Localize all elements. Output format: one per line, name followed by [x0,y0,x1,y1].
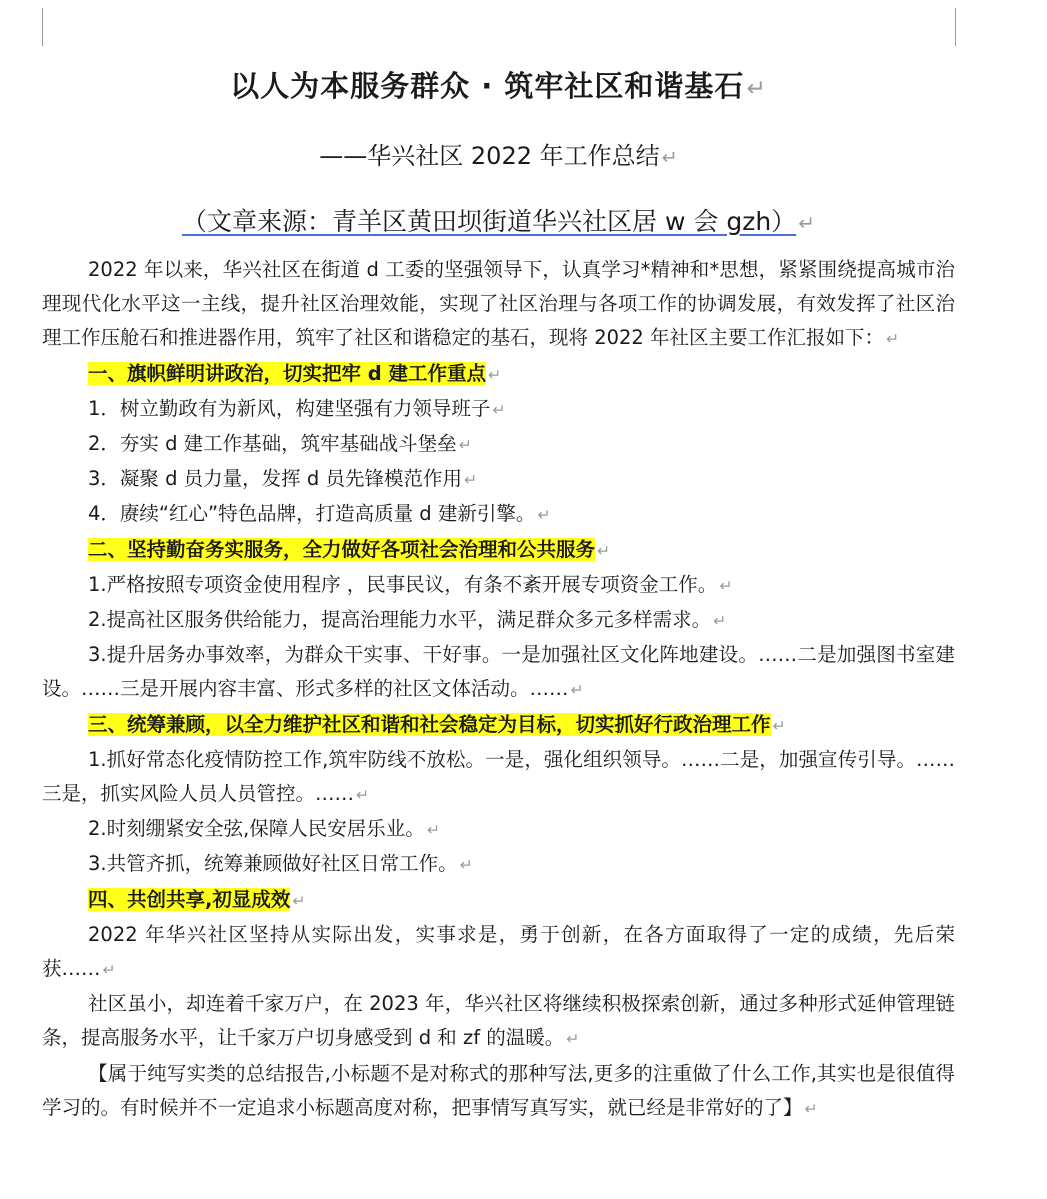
paragraph-mark: ↵ [661,146,678,169]
paragraph-mark: ↵ [102,961,116,980]
page-margin-mark-right [955,8,956,46]
paragraph-mark: ↵ [886,330,900,349]
paragraph-mark: ↵ [798,211,815,235]
paragraph-mark: ↵ [492,400,506,419]
section3-item: 3.共管齐抓，统筹兼顾做好社区日常工作。 ↵ [88,852,473,876]
document-body [42,253,955,1126]
closing-note: 【属于纯写实类的总结报告,小标题不是对称式的那种写法,更多的注重做了什么工作,其实也是很值得学习的。有时候并不一定追求小标题高度对称，把事情写真写实，就已经是非常好的了】 ↵ [42,1061,955,1119]
paragraph-mark: ↵ [804,1099,818,1118]
paragraph-mark: ↵ [566,1030,580,1049]
paragraph-mark: ↵ [772,716,786,735]
section-heading-3: 三、统筹兼顾，以全力维护社区和谐和社会稳定为目标，切实抓好行政治理工作 ↵ [88,712,786,736]
section1-item: 1．树立勤政有为新风，构建坚强有力领导班子 ↵ [88,396,506,420]
paragraph-mark: ↵ [570,681,584,700]
paragraph-mark: ↵ [463,471,478,490]
paragraph-mark: ↵ [356,786,370,805]
page-margin-mark-left [42,8,43,46]
section-heading-4: 四、共创共享,初显成效 ↵ [88,887,306,911]
section3-item: 1.抓好常态化疫情防控工作,筑牢防线不放松。一是，强化组织领导。……二是，加强宣传引导。……三是，抓实风险人员人员管控。…… ↵ [42,747,955,806]
section2-item: 1.严格按照专项资金使用程序 ，民事民议，有条不紊开展专项资金工作。 ↵ [88,572,733,596]
section4-paragraph: 社区虽小，却连着千家万户，在 2023 年，华兴社区将继续积极探索创新，通过多种形式延伸管理链条，提高服务水平，让千家万户切身感受到 d 和 zf 的温暖。 ↵ [42,992,955,1050]
section1-item: 4．赓续“红心”特色品牌，打造高质量 d 建新引擎。 ↵ [88,502,551,526]
document-title: 以人为本服务群众 · 筑牢社区和谐基石↵ [230,69,767,103]
section-heading-1: 一、旗帜鲜明讲政治，切实把牢 d 建工作重点 ↵ [88,361,502,385]
paragraph-mark: ↵ [537,506,551,525]
intro-paragraph: 2022 年以来，华兴社区在街道 d 工委的坚强领导下，认真学习*精神和*思想，紧紧围绕提高城市治理现代化水平这一主线，提升社区治理效能，实现了社区治理与各项工作的协调发展，有效发挥了社区治理工作压舱石和推进器作用，筑牢了社区和谐稳定的基石，现将 2022 年社区主要工作汇报如下： ↵ [42,258,955,350]
section3-item: 2.时刻绷紧安全弦,保障人民安居乐业。 ↵ [88,817,440,841]
paragraph-mark: ↵ [488,365,502,384]
section-heading-2: 二、坚持勤奋务实服务，全力做好各项社会治理和公共服务 ↵ [88,537,611,561]
section4-paragraph: 2022 年华兴社区坚持从实际出发，实事求是，勇于创新，在各方面取得了一定的成绩，先后荣获…… ↵ [42,922,955,981]
section1-item: 3．凝聚 d 员力量，发挥 d 员先锋模范作用 ↵ [88,467,478,491]
paragraph-mark: ↵ [426,821,440,840]
paragraph-mark: ↵ [292,891,306,910]
paragraph-mark: ↵ [746,75,767,102]
paragraph-mark: ↵ [719,576,733,595]
document-source: （文章来源：青羊区黄田坝街道华兴社区居 w 会 gzh） ↵ [182,207,815,236]
document-subtitle: ——华兴社区 2022 年工作总结 ↵ [319,142,678,170]
section2-item: 3.提升居务办事效率，为群众干实事、干好事。一是加强社区文化阵地建设。……二是加强图书室建设。……三是开展内容丰富、形式多样的社区文体活动。…… ↵ [42,643,955,701]
paragraph-mark: ↵ [713,612,727,631]
paragraph-mark: ↵ [458,436,472,455]
section1-item: 2．夯实 d 建工作基础，筑牢基础战斗堡垒 ↵ [88,432,472,456]
paragraph-mark: ↵ [597,541,611,560]
paragraph-mark: ↵ [459,856,473,875]
section2-item: 2.提高社区服务供给能力，提高治理能力水平，满足群众多元多样需求。 ↵ [88,608,727,632]
